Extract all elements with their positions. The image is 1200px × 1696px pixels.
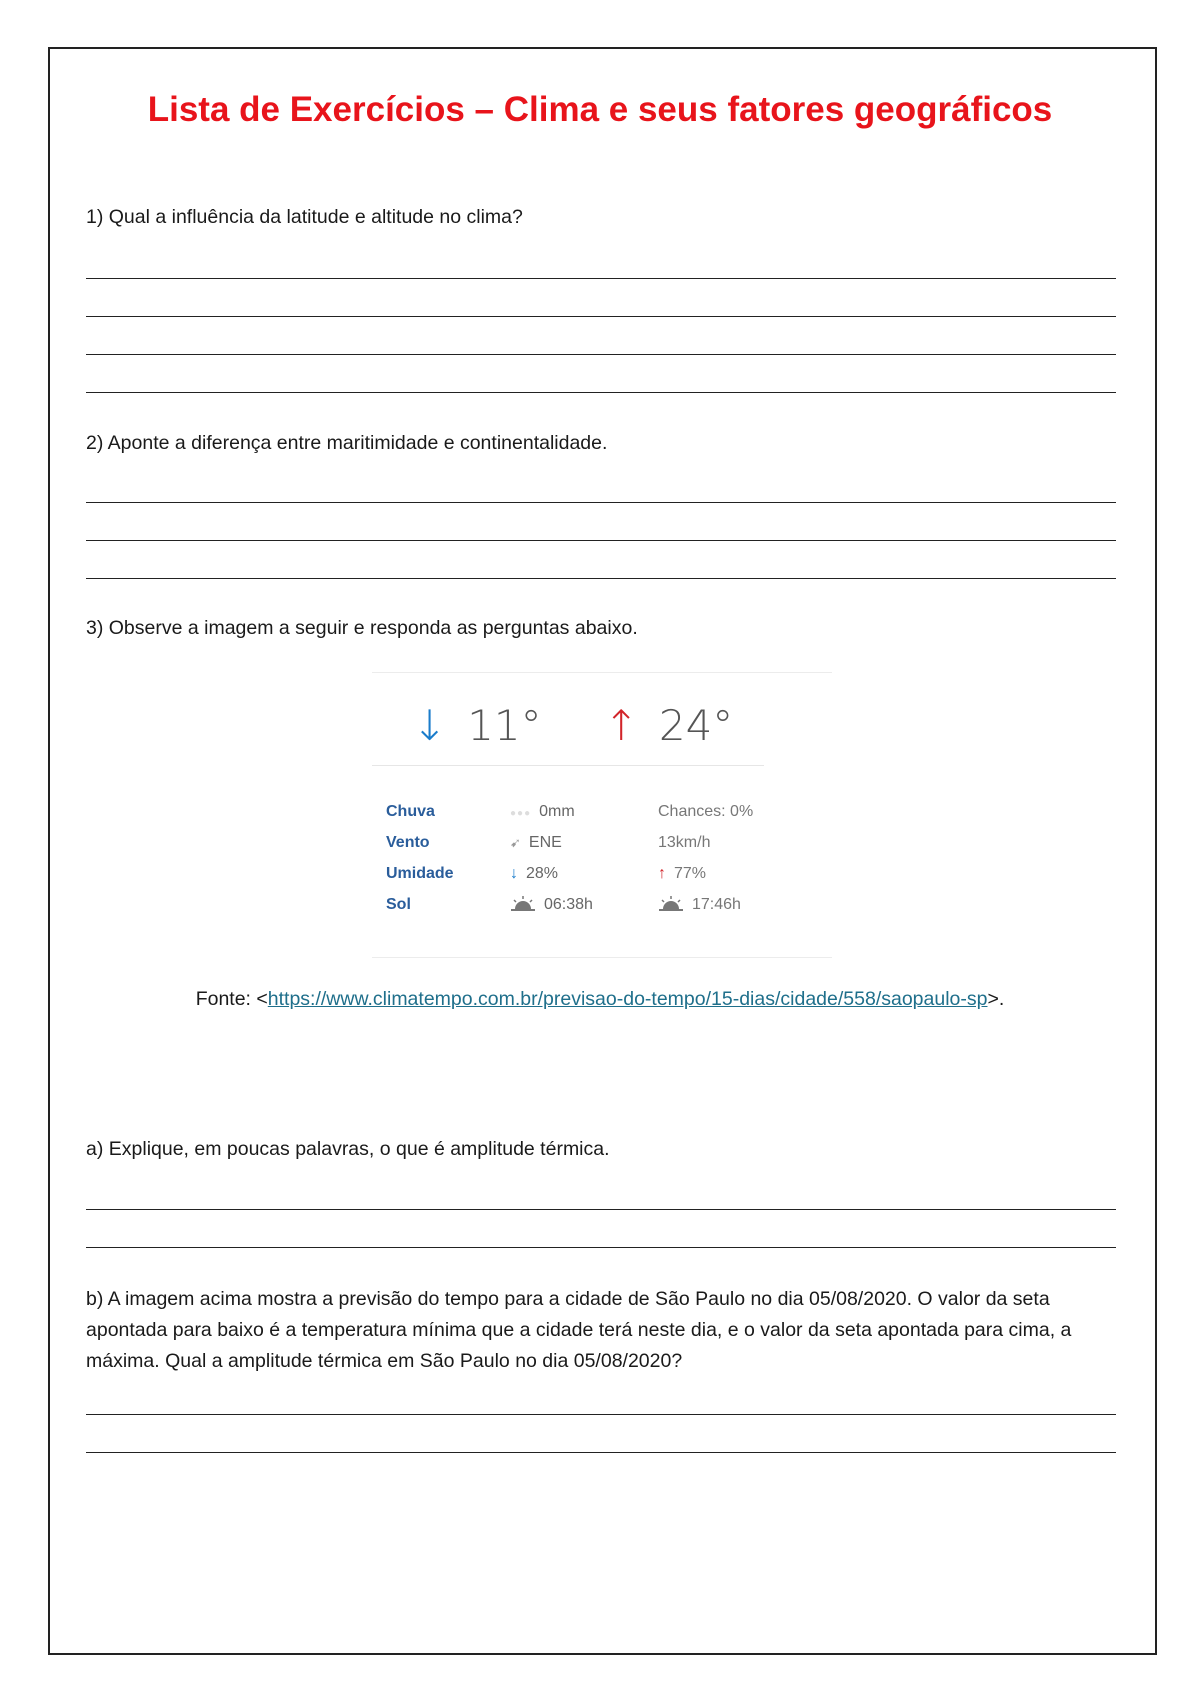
answer-line <box>86 540 1116 541</box>
humidity-max: 77% <box>674 865 707 882</box>
answer-line <box>86 1414 1116 1415</box>
source-suffix: >. <box>987 988 1005 1010</box>
row-label: Sol <box>386 896 411 913</box>
answer-line <box>86 578 1116 579</box>
page-title: Lista de Exercícios – Clima e seus fatores geográficos <box>147 90 1053 129</box>
answer-line <box>86 1209 1116 1210</box>
divider <box>372 765 764 766</box>
weather-row-umidade <box>386 865 826 896</box>
answer-line <box>86 392 1116 393</box>
source-prefix: Fonte: < <box>195 988 268 1010</box>
question-1: 1) Qual a influência da latitude e altitude no clima? <box>86 206 523 228</box>
weather-details-table <box>386 803 826 927</box>
sunrise-time: 06:38h <box>544 896 593 913</box>
sunset-icon <box>658 898 684 912</box>
row-label: Umidade <box>386 865 454 882</box>
question-a: a) Explique, em poucas palavras, o que é amplitude térmica. <box>86 1138 610 1160</box>
answer-line <box>86 1452 1116 1453</box>
arrow-down-icon: ↓ <box>412 701 448 750</box>
question-3: 3) Observe a imagem a seguir e responda as perguntas abaixo. <box>86 617 638 639</box>
humidity-min: 28% <box>526 865 559 882</box>
answer-line <box>86 1247 1116 1248</box>
arrow-up-icon: ↑ <box>658 865 666 882</box>
wind-direction: ENE <box>528 834 562 851</box>
wind-icon: ➹ <box>510 835 521 850</box>
weather-row-chuva <box>386 803 826 834</box>
row-label: Chuva <box>386 803 435 820</box>
answer-line <box>86 502 1116 503</box>
weather-row-sol <box>386 896 826 927</box>
rain-amount: 0mm <box>539 803 575 820</box>
answer-line <box>86 316 1116 317</box>
sunset-time: 17:46h <box>692 896 741 913</box>
wind-speed: 13km/h <box>658 834 711 851</box>
weather-forecast-image <box>372 672 832 958</box>
arrow-up-icon: ↑ <box>603 701 639 750</box>
answer-line <box>86 354 1116 355</box>
min-temperature: 11° <box>467 701 542 750</box>
temperature-range <box>412 701 733 750</box>
source-citation <box>0 988 1200 1011</box>
row-label: Vento <box>386 834 430 851</box>
question-2: 2) Aponte a diferença entre maritimidade e continentalidade. <box>86 432 608 454</box>
rain-chance: Chances: 0% <box>658 803 754 820</box>
sunrise-icon <box>510 898 536 912</box>
answer-line <box>86 278 1116 279</box>
question-b: b) A imagem acima mostra a previsão do tempo para a cidade de São Paulo no dia 05/08/2020. O valor da seta apontada para baixo é a temperatura mínima que a cidade terá neste dia, e o valor da seta apontada para cima, a máxima. Qual a amplitude térmica em São Paulo no dia 05/08/2020? <box>86 1288 1072 1372</box>
max-temperature: 24° <box>658 701 734 750</box>
rain-drops-icon: ●●● <box>510 808 532 819</box>
source-link[interactable]: https://www.climatempo.com.br/previsao-do-tempo/15-dias/cidade/558/saopaulo-sp <box>267 988 988 1010</box>
arrow-down-icon: ↓ <box>510 865 518 882</box>
weather-row-vento <box>386 834 826 865</box>
